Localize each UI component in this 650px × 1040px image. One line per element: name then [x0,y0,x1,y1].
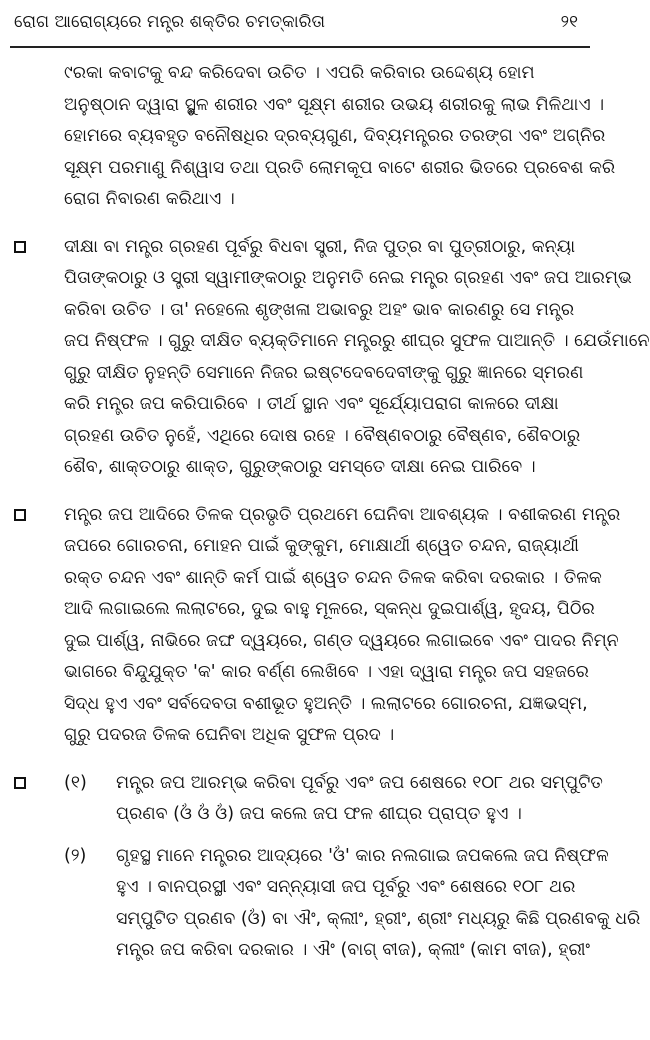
square-bullet-icon [14,777,26,789]
numbered-subitem-2 [64,841,641,967]
text-line: ଗ୍ରହଣ ଉଚିତ ନୁହେଁ, ଏଥିରେ ଦୋଷ ରହେ । ବୈଷ୍ଣବଠାରୁ ବୈଷ୍ଣବ, ଶୈବଠାରୁ [64,425,581,446]
text-line: ଦୀକ୍ଷା ବା ମନ୍ତ୍ର ଗ୍ରହଣ ପୂର୍ବରୁ ବିଧବା ସ୍ତ୍ରୀ, ନିଜ ପୁତ୍ର ବା ପୁତ୍ରୀଠାରୁ, କନ୍ୟା [64,236,576,257]
spacer [64,831,578,841]
text-line: ଦୁଇ ପାର୍ଶ୍ୱ, ନାଭିରେ ଜଙ୍ଘ ଦ୍ୱୟରେ, ଗଣ୍ଡ ଦ୍ୱୟରେ ଲଗାଇବେ ଏବଂ ପାଦର ନିମ୍ନ [64,630,619,651]
page-number: ୨୧ [560,12,578,32]
text-line: ଗୁରୁ ଦୀକ୍ଷିତ ନୁହନ୍ତି ସେମାନେ ନିଜର ଇଷ୍ଟଦେବଦେବୀଙ୍କୁ ଗୁରୁ ଜ୍ଞାନରେ ସ୍ମରଣ [64,362,584,383]
text-line: ରୋଗ ନିବାରଣ କରିଥାଏ । [64,189,235,209]
text-line: ଗୁରୁ ପଦରଜ ତିଳକ ଘେନିବା ଅଧିକ ସୁଫଳ ପ୍ରଦ । [64,725,395,745]
subitem-number: (୧) [64,772,87,793]
intro-paragraph [0,58,616,216]
square-bullet-icon [14,509,26,521]
square-bullet-icon [14,241,26,253]
header-divider [10,46,590,48]
text-line: ଜପରେ ଗୋରଚନା, ମୋହନ ପାଇଁ କୁଙ୍କୁମ, ମୋକ୍ଷାର୍ଥୀ ଶ୍ୱେତ ଚନ୍ଦନ, ରାଜ୍ୟାର୍ଥୀ [64,536,579,556]
bullet-item-diksha [0,232,650,484]
text-line: ରକ୍ତ ଚନ୍ଦନ ଏବଂ ଶାନ୍ତି କର୍ମ ପାଇଁ ଶ୍ୱେତ ଚନ୍ଦନ ତିଳକ କରିବା ଦରକାର । ତିଳକ [64,567,602,588]
text-line: ସୂକ୍ଷ୍ମ ପରମାଣୁ ନିଶ୍ୱାସ ତଥା ପ୍ରତି ଲୋମକୂପ ବାଟେ ଶରୀର ଭିତରେ ପ୍ରବେଶ କରି [64,157,616,178]
text-line: କରି ମନ୍ତ୍ର ଜପ କରିପାରିବେ । ତୀର୍ଥ ସ୍ଥାନ ଏବଂ ସୂର୍ଯ୍ୟୋପରାଗ କାଳରେ ଦୀକ୍ଷା [64,394,559,414]
body-text [0,58,650,967]
text-line: ହୋମରେ ବ୍ୟବହୃତ ବନୌଷଧିର ଦ୍ରବ୍ୟଗୁଣ, ଦିବ୍ୟମନ୍ତ୍ରର ତରଙ୍ଗ ଏବଂ ଅଗ୍ନିର [64,126,606,146]
text-line: ୯ରକା କବାଟକୁ ବନ୍ଦ କରିଦେବା ଉଚିତ । ଏପରି କରିବାର ଉଦ୍ଦେଶ୍ୟ ହୋମ [64,63,535,83]
numbered-subitem-1 [64,768,603,831]
text-line: ଆଦି ଲଗାଇଲେ ଲଲାଟରେ, ଦୁଇ ବାହୁ ମୂଳରେ, ସ୍କନ୍ଧ ଦୁଇପାର୍ଶ୍ୱ, ହୃଦୟ, ପିଠିର [64,599,595,619]
text-line: ଶୈବ, ଶାକ୍ତଠାରୁ ଶାକ୍ତ, ଗୁରୁଙ୍କଠାରୁ ସମସ୍ତେ ଦୀକ୍ଷା ନେଇ ପାରିବେ । [64,457,536,477]
bullet-item-tilak [0,500,621,752]
text-line: କରିବା ଉଚିତ । ତା' ନହେଲେ ଶୃଙ୍ଖଳା ଅଭାବରୁ ଅହଂ ଭାବ କାରଣରୁ ସେ ମନ୍ତ୍ର [64,299,575,320]
text-line: ପ୍ରଣବ (ଓଁ ଓଁ ଓଁ) ଜପ କଲେ ଜପ ଫଳ ଶୀଘ୍ର ପ୍ରାପ୍ତ ହୁଏ । [116,804,522,824]
text-line: ସମ୍ପୁଟିତ ପ୍ରଣବ (ଓଁ) ବା ଐଂ, କ୍ଲୀଂ, ହ୍ରୀଂ, ଶ୍ରୀଂ ମଧ୍ୟରୁ କିଛି ପ୍ରଣବକୁ ଧରି [116,908,641,929]
text-line: ଭାଗରେ ବିନ୍ଦୁଯୁକ୍ତ 'କ' କାର ବର୍ଣ୍ଣ ଲେଖିବେ । ଏହା ଦ୍ୱାରା ମନ୍ତ୍ର ଜପ ସହଜରେ [64,662,589,682]
text-line: ମନ୍ତ୍ର ଜପ ଆରମ୍ଭ କରିବା ପୂର୍ବରୁ ଏବଂ ଜପ ଶେଷରେ ୧୦୮ ଥର ସମ୍ପୁଟିତ [116,772,603,793]
text-line: ହୁଏ । ବାନପ୍ରସ୍ଥୀ ଏବଂ ସନ୍ନ୍ୟାସୀ ଜପ ପୂର୍ବରୁ ଏବଂ ଶେଷରେ ୧୦୮ ଥର [116,877,576,897]
text-line: ମନ୍ତ୍ର ଜପ ଆଦିରେ ତିଳକ ପ୍ରଭୃତି ପ୍ରଥମେ ଘେନିବା ଆବଶ୍ୟକ । ବଶୀକରଣ ମନ୍ତ୍ର [64,504,621,525]
text-line: ଜପ ନିଷ୍ଫଳ । ଗୁରୁ ଦୀକ୍ଷିତ ବ୍ୟକ୍ତିମାନେ ମନ୍ତ୍ରରୁ ଶୀଘ୍ର ସୁଫଳ ପାଆନ୍ତି । ଯେଉଁମାନେ [64,331,650,351]
text-line: ଅନୁଷ୍ଠାନ ଦ୍ୱାରା ସ୍ଥୁଳ ଶରୀର ଏବଂ ସୂକ୍ଷ୍ମ ଶରୀର ଉଭୟ ଶରୀରକୁ ଲାଭ ମିଳିଥାଏ । [64,94,605,115]
subitem-number: (୨) [64,845,87,866]
text-line: ଗୃହସ୍ଥ ମାନେ ମନ୍ତ୍ରର ଆଦ୍ୟରେ 'ଓଁ' କାର ନଲଗାଇ ଜପକଲେ ଜପ ନିଷ୍ଫଳ [116,845,609,866]
bullet-item-pranava [0,768,641,967]
chapter-title: ରୋଗ ଆରୋଗ୍ୟରେ ମନ୍ତ୍ର ଶକ୍ତିର ଚମତ୍କାରିତା [14,12,325,32]
text-line: ସିଦ୍ଧ ହୁଏ ଏବଂ ସର୍ବଦେବତା ବଶୀଭୂତ ହୁଅନ୍ତି । ଲଲାଟରେ ଗୋରଚନା, ଯଜ୍ଞଭସ୍ମ, [64,693,588,714]
text-line: ମନ୍ତ୍ର ଜପ କରିବା ଦରକାର । ଐଂ (ବାଗ୍ ବୀଜ), କ୍ଲୀଂ (କାମ ବୀଜ), ହ୍ରୀଂ [116,940,591,960]
text-line: ପିତାଙ୍କଠାରୁ ଓ ସ୍ତ୍ରୀ ସ୍ୱାମୀଙ୍କଠାରୁ ଅନୁମତି ନେଇ ମନ୍ତ୍ର ଗ୍ରହଣ ଏବଂ ଜପ ଆରମ୍ଭ [64,268,632,288]
running-header [0,0,600,44]
